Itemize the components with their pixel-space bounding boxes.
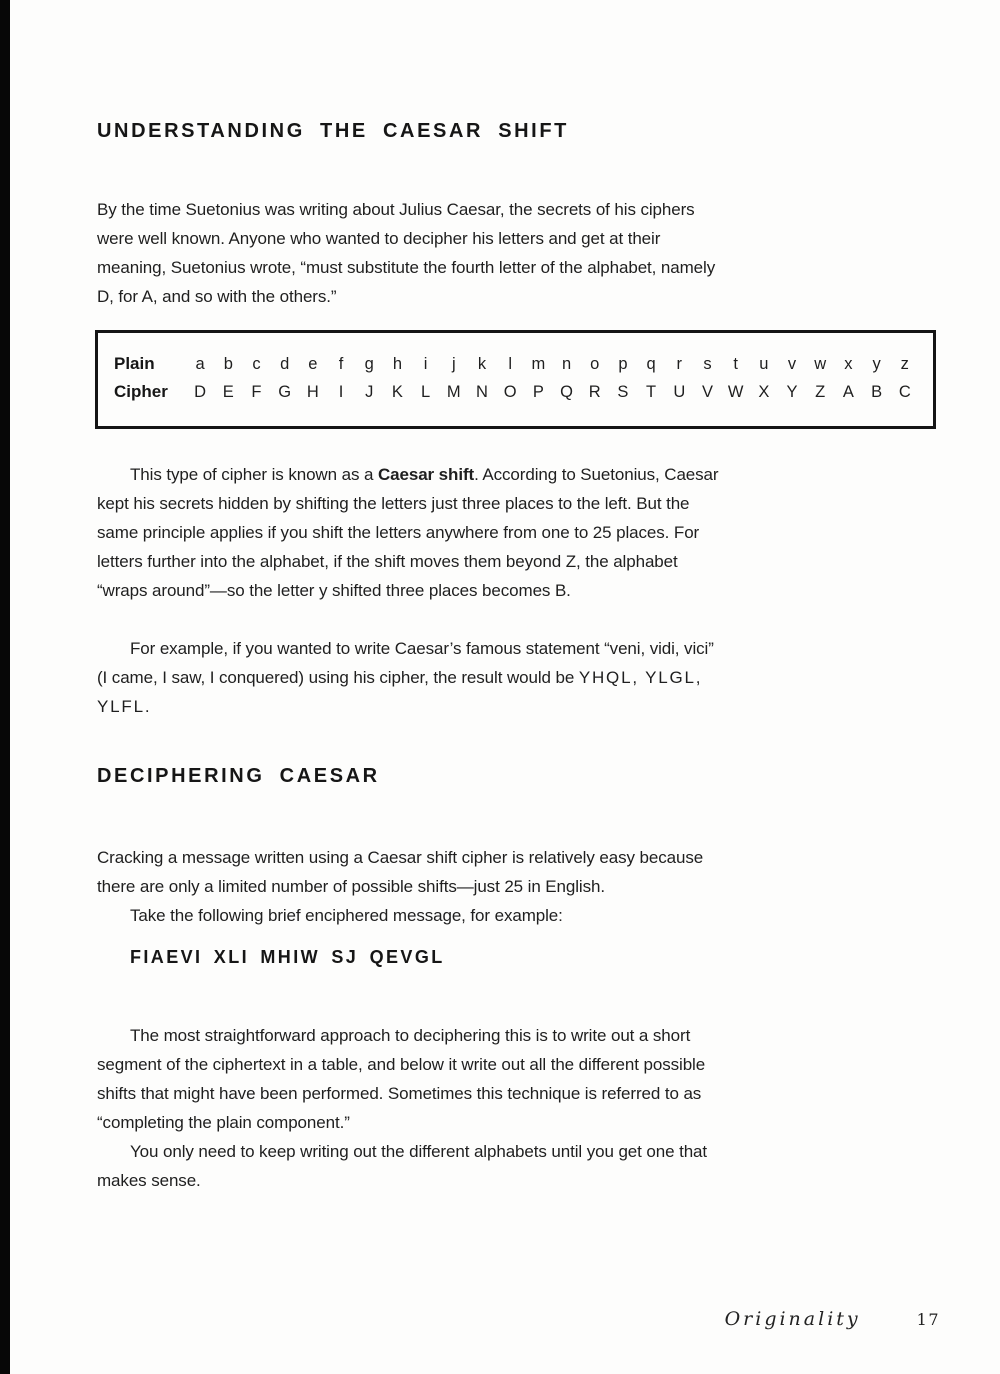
letter-cell: I: [338, 382, 344, 401]
cipher-row: [114, 378, 919, 406]
take-message-paragraph: Take the following brief enciphered message, for example:: [130, 906, 563, 925]
letter-cell: c: [252, 354, 261, 373]
letter-cell: p: [618, 354, 628, 373]
letter-cell: Y: [786, 382, 798, 401]
letter-cell: A: [842, 382, 854, 401]
letter-cell: F: [251, 382, 262, 401]
letter-cell: B: [871, 382, 883, 401]
cipher-letters: [186, 378, 919, 406]
caesar-shift-paragraph: [97, 460, 725, 605]
letter-cell: o: [590, 354, 600, 373]
scan-gutter-edge: [0, 0, 10, 1374]
caesar-shift-term: Caesar shift: [377, 465, 475, 484]
letter-cell: G: [278, 382, 292, 401]
letter-cell: D: [194, 382, 207, 401]
plain-letters: [186, 350, 919, 378]
keep-writing-paragraph: You only need to keep writing out the different alphabets until you get one that makes sense.: [97, 1142, 708, 1190]
letter-cell: f: [338, 354, 344, 373]
letter-cell: J: [365, 382, 374, 401]
letter-cell: S: [617, 382, 629, 401]
section-heading-understanding: UNDERSTANDING THE CAESAR SHIFT: [97, 120, 569, 142]
plain-row: [114, 350, 919, 378]
letter-cell: O: [503, 382, 517, 401]
letter-cell: H: [306, 382, 319, 401]
letter-cell: e: [308, 354, 318, 373]
letter-cell: Z: [815, 382, 826, 401]
letter-cell: h: [392, 354, 402, 373]
cipher-alphabet-table: [95, 330, 936, 429]
letter-cell: y: [872, 354, 881, 373]
letter-cell: V: [701, 382, 713, 401]
letter-cell: P: [532, 382, 544, 401]
letter-cell: w: [814, 354, 827, 373]
page-footer: [725, 1308, 940, 1330]
letter-cell: r: [676, 354, 683, 373]
letter-cell: C: [898, 382, 911, 401]
letter-cell: a: [195, 354, 205, 373]
letter-cell: W: [727, 382, 744, 401]
letter-cell: z: [900, 354, 909, 373]
book-title: Originality: [724, 1308, 861, 1330]
letter-cell: s: [703, 354, 712, 373]
letter-cell: M: [446, 382, 461, 401]
letter-cell: t: [733, 354, 738, 373]
letter-cell: d: [280, 354, 290, 373]
letter-cell: X: [758, 382, 770, 401]
plain-label: Plain: [114, 353, 155, 373]
section-heading-deciphering: DECIPHERING CAESAR: [97, 765, 380, 787]
letter-cell: j: [451, 354, 456, 373]
approach-paragraph: The most straightforward approach to deciphering this is to write out a short segment of the ciphertext in a table, and below it write out all the different possible shifts that might have been performed. Sometimes this technique is referred to as “completing the plain component.”: [97, 1026, 706, 1132]
enciphered-message: FIAEVI XLI MHIW SJ QEVGL: [130, 947, 445, 967]
example-paragraph: [97, 634, 725, 721]
letter-cell: Q: [560, 382, 573, 401]
cracking-paragraph: Cracking a message written using a Caesar shift cipher is relatively easy because there are only a limited number of possible shifts—just 25 in English.: [97, 848, 704, 896]
letter-cell: q: [646, 354, 656, 373]
shift-text-after: . According to Suetonius, Caesar kept his secrets hidden by shifting the letters just three places to the left. But the same principle applies if you shift the letters anywhere from one to 25 places. For letters further into the alphabet, if the shift moves them beyond Z, the alphabet “wraps around”—so the letter y shifted three places becomes B.: [97, 465, 719, 600]
shift-text-before: This type of cipher is known as a: [130, 465, 378, 484]
cipher-result-text: YHQL, YLGL, YLFL.: [97, 668, 703, 716]
letter-cell: v: [787, 354, 797, 373]
letter-cell: i: [423, 354, 428, 373]
letter-cell: R: [588, 382, 601, 401]
cipher-label: Cipher: [114, 381, 168, 401]
letter-cell: U: [673, 382, 686, 401]
letter-cell: L: [421, 382, 431, 401]
letter-cell: b: [223, 354, 233, 373]
letter-cell: m: [531, 354, 546, 373]
letter-cell: E: [222, 382, 234, 401]
letter-cell: K: [391, 382, 403, 401]
page-number: 17: [916, 1310, 940, 1329]
letter-cell: n: [561, 354, 572, 373]
letter-cell: g: [364, 354, 374, 373]
letter-cell: u: [759, 354, 769, 373]
letter-cell: T: [646, 382, 657, 401]
letter-cell: N: [476, 382, 488, 401]
intro-paragraph: By the time Suetonius was writing about Julius Caesar, the secrets of his ciphers were well known. Anyone who wanted to decipher his letters and get at their meaning, Suetonius wrote, “must substitute the fourth letter of the alphabet, namely D, for A, and so with the others.”: [97, 200, 716, 306]
example-text: For example, if you wanted to write Caesar’s famous statement “veni, vidi, vici” (I came, I saw, I conquered) using his cipher, the result would be: [97, 639, 714, 687]
letter-cell: x: [844, 354, 853, 373]
letter-cell: k: [477, 354, 487, 373]
letter-cell: l: [508, 354, 512, 373]
